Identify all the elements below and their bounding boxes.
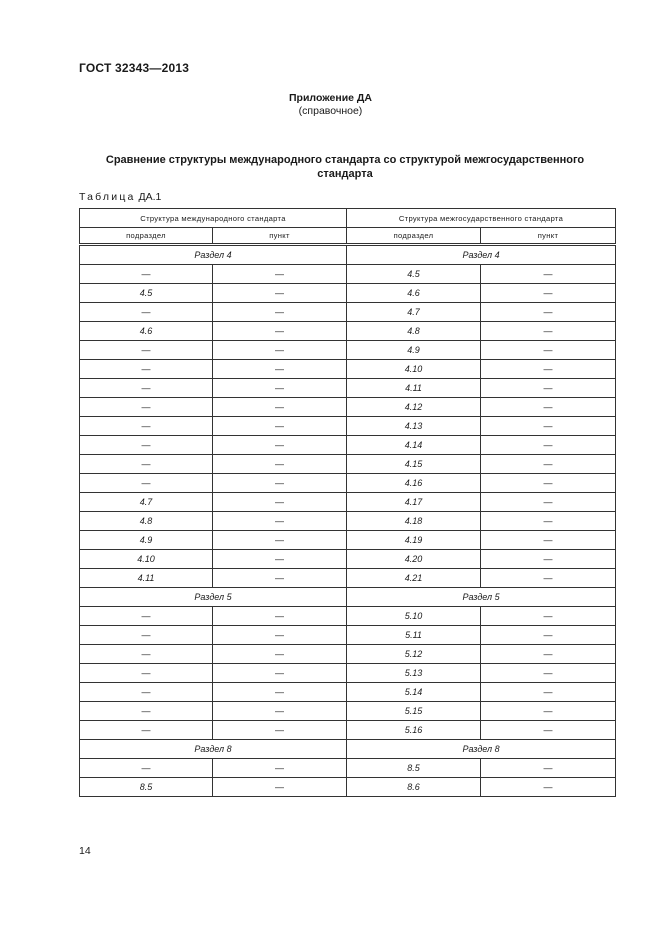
table-caption-word: Таблица — [79, 191, 136, 203]
table-row — [80, 531, 616, 550]
table-cell: 4.5 — [347, 265, 481, 284]
table-cell: 4.7 — [347, 303, 481, 322]
table-cell: — — [481, 550, 616, 569]
table-cell: 5.15 — [347, 702, 481, 721]
table-cell: — — [481, 322, 616, 341]
table-cell: — — [481, 626, 616, 645]
table-cell: — — [481, 778, 616, 797]
table-row — [80, 493, 616, 512]
table-cell: 4.6 — [347, 284, 481, 303]
table-cell: — — [481, 474, 616, 493]
table-cell: — — [213, 474, 347, 493]
group-header-row — [80, 209, 616, 228]
table-cell: — — [481, 512, 616, 531]
table-row — [80, 550, 616, 569]
table-cell: 4.8 — [80, 512, 213, 531]
table-cell: — — [481, 398, 616, 417]
table-row — [80, 759, 616, 778]
table-cell: — — [213, 702, 347, 721]
table-cell: — — [213, 417, 347, 436]
table-row — [80, 417, 616, 436]
table-cell: — — [80, 265, 213, 284]
table-cell: — — [481, 531, 616, 550]
table-cell: — — [213, 360, 347, 379]
section-label: Раздел 4 — [347, 245, 616, 265]
table-cell: — — [213, 303, 347, 322]
section-row — [80, 588, 616, 607]
table-cell: 4.12 — [347, 398, 481, 417]
table-row — [80, 265, 616, 284]
table-cell: 5.11 — [347, 626, 481, 645]
table-cell: — — [213, 664, 347, 683]
table-cell: 4.16 — [347, 474, 481, 493]
table-row — [80, 379, 616, 398]
table-cell: — — [213, 607, 347, 626]
table-cell: — — [213, 778, 347, 797]
table-cell: 4.13 — [347, 417, 481, 436]
table-cell: 4.8 — [347, 322, 481, 341]
table-cell: 4.6 — [80, 322, 213, 341]
table-caption-number: ДА.1 — [135, 191, 162, 203]
table-row — [80, 664, 616, 683]
table-row — [80, 607, 616, 626]
table-cell: — — [481, 303, 616, 322]
table-cell: 8.5 — [80, 778, 213, 797]
table-cell: — — [213, 683, 347, 702]
table-row — [80, 683, 616, 702]
table-cell: — — [80, 360, 213, 379]
table-cell: — — [481, 569, 616, 588]
table-cell: — — [80, 759, 213, 778]
table-cell: — — [481, 417, 616, 436]
table-cell: 8.5 — [347, 759, 481, 778]
table-cell: — — [481, 702, 616, 721]
sub-header-subsection: подраздел — [347, 228, 481, 245]
table-cell: 4.17 — [347, 493, 481, 512]
table-cell: — — [80, 455, 213, 474]
table-row — [80, 778, 616, 797]
table-cell: — — [80, 379, 213, 398]
table-cell: — — [80, 664, 213, 683]
table-cell: — — [213, 550, 347, 569]
table-cell: 4.9 — [80, 531, 213, 550]
table-cell: — — [481, 265, 616, 284]
table-cell: — — [481, 759, 616, 778]
annex-title: Приложение ДА — [289, 92, 372, 104]
table-row — [80, 284, 616, 303]
table-cell: — — [80, 341, 213, 360]
table-cell: 5.14 — [347, 683, 481, 702]
table-cell: 4.10 — [80, 550, 213, 569]
group-header-international: Структура международного стандарта — [80, 209, 347, 228]
table-cell: — — [213, 493, 347, 512]
table-row — [80, 341, 616, 360]
table-cell: — — [213, 645, 347, 664]
section-row — [80, 740, 616, 759]
table-cell: — — [481, 455, 616, 474]
table-cell: — — [80, 398, 213, 417]
table-cell: — — [80, 683, 213, 702]
table-cell: — — [213, 379, 347, 398]
comparison-table — [79, 208, 616, 797]
table-cell: — — [213, 455, 347, 474]
table-header — [80, 209, 616, 245]
table-cell: 4.11 — [347, 379, 481, 398]
table-cell: — — [481, 284, 616, 303]
table-body — [80, 245, 616, 797]
group-header-interstate: Структура межгосударственного стандарта — [347, 209, 616, 228]
table-cell: 4.19 — [347, 531, 481, 550]
sub-header-clause: пункт — [481, 228, 616, 245]
table-cell: 5.13 — [347, 664, 481, 683]
table-cell: 5.12 — [347, 645, 481, 664]
table-cell: — — [80, 702, 213, 721]
table-cell: 4.21 — [347, 569, 481, 588]
table-cell: 4.7 — [80, 493, 213, 512]
table-row — [80, 303, 616, 322]
table-cell: — — [481, 645, 616, 664]
table-cell: — — [80, 721, 213, 740]
table-row — [80, 474, 616, 493]
annex-block — [0, 92, 661, 118]
table-cell: — — [213, 398, 347, 417]
table-cell: — — [213, 512, 347, 531]
table-cell: 4.5 — [80, 284, 213, 303]
annex-type: (справочное) — [298, 105, 363, 117]
table-cell: — — [80, 474, 213, 493]
table-row — [80, 360, 616, 379]
table-cell: — — [481, 721, 616, 740]
table-cell: — — [481, 493, 616, 512]
table-cell: — — [213, 341, 347, 360]
table-cell: 4.10 — [347, 360, 481, 379]
table-cell: 4.18 — [347, 512, 481, 531]
table-row — [80, 455, 616, 474]
table-row — [80, 645, 616, 664]
table-cell: — — [80, 436, 213, 455]
table-cell: 5.16 — [347, 721, 481, 740]
table-cell: — — [213, 721, 347, 740]
table-cell: — — [213, 322, 347, 341]
sub-header-row — [80, 228, 616, 245]
table-cell: — — [80, 645, 213, 664]
table-row — [80, 702, 616, 721]
table-row — [80, 512, 616, 531]
table-row — [80, 721, 616, 740]
table-cell: — — [80, 303, 213, 322]
table-cell: — — [481, 360, 616, 379]
table-cell: — — [481, 436, 616, 455]
table-row — [80, 322, 616, 341]
section-label: Раздел 4 — [80, 245, 347, 265]
table-cell: — — [213, 759, 347, 778]
table-caption — [79, 191, 161, 203]
table-row — [80, 626, 616, 645]
table-row — [80, 398, 616, 417]
table-row — [80, 569, 616, 588]
section-label: Раздел 5 — [80, 588, 347, 607]
table-cell: — — [80, 417, 213, 436]
table-cell: — — [80, 607, 213, 626]
sub-header-clause: пункт — [213, 228, 347, 245]
table-cell: 4.11 — [80, 569, 213, 588]
table-cell: — — [213, 626, 347, 645]
table-cell: — — [481, 683, 616, 702]
table-cell: — — [213, 531, 347, 550]
table-cell: — — [481, 341, 616, 360]
table-cell: 4.14 — [347, 436, 481, 455]
table-row — [80, 436, 616, 455]
page-number: 14 — [79, 845, 91, 857]
section-row — [80, 245, 616, 265]
table-cell: 8.6 — [347, 778, 481, 797]
table-cell: — — [481, 607, 616, 626]
table-cell: 4.9 — [347, 341, 481, 360]
section-label: Раздел 5 — [347, 588, 616, 607]
sub-header-subsection: подраздел — [80, 228, 213, 245]
table-cell: — — [213, 569, 347, 588]
table-cell: — — [213, 284, 347, 303]
table-cell: 5.10 — [347, 607, 481, 626]
document-code: ГОСТ 32343—2013 — [79, 61, 190, 75]
table-cell: — — [213, 265, 347, 284]
table-cell: — — [481, 379, 616, 398]
section-heading: Сравнение структуры международного стандарта со структурой межгосударственного стандарта — [105, 154, 585, 180]
table-cell: — — [213, 436, 347, 455]
table-cell: 4.20 — [347, 550, 481, 569]
table-cell: 4.15 — [347, 455, 481, 474]
section-label: Раздел 8 — [347, 740, 616, 759]
table-cell: — — [80, 626, 213, 645]
table-cell: — — [481, 664, 616, 683]
section-label: Раздел 8 — [80, 740, 347, 759]
